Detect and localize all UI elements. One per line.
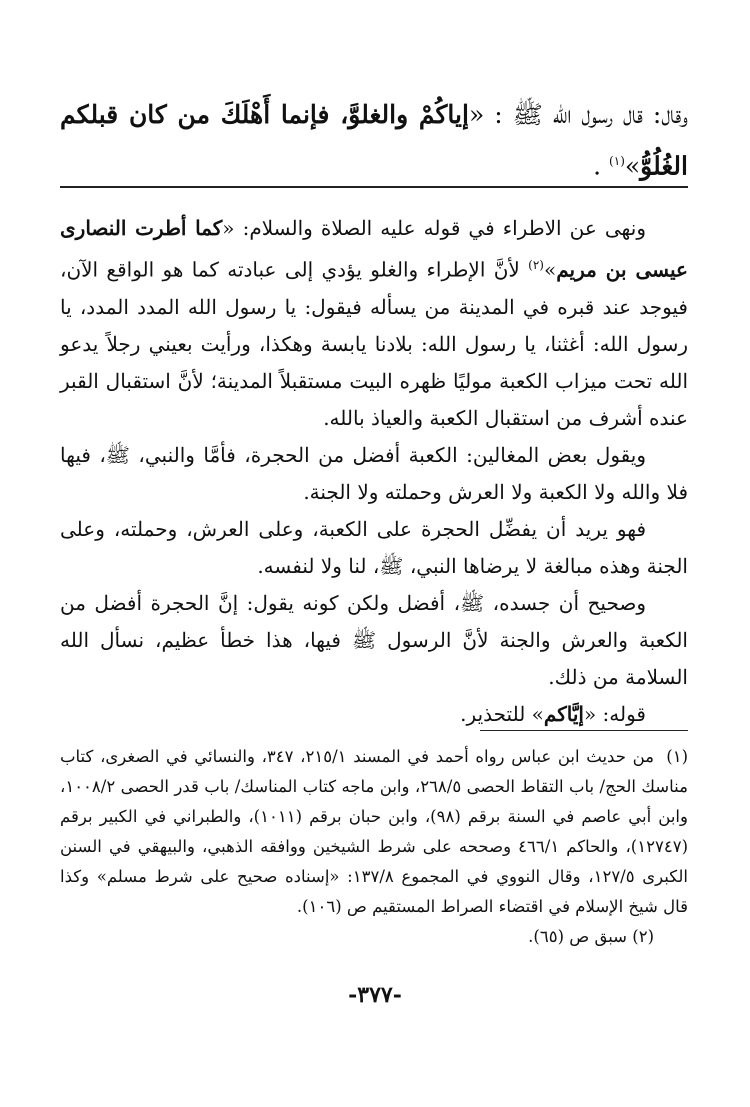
paragraph-5 [60, 696, 688, 733]
footnote-1 [60, 742, 688, 922]
hadith-intro: وقال: قال رسول الله ﷺ : « [468, 100, 688, 129]
hadith-close-quote: » [624, 151, 641, 181]
footnote-divider [480, 730, 688, 731]
hadith-text: إياكُمْ والغلوَّ، فإنما أَهْلَكَ من كان قبلكم الغُلُوُّ [60, 100, 688, 181]
hadith-end: . [593, 151, 610, 181]
hadith-quote [60, 92, 688, 189]
footnotes [60, 742, 688, 952]
p1-quote: كما أطرت النصارى عيسى بن مريم [60, 216, 688, 282]
p5-rest: » للتحذير. [460, 701, 544, 726]
paragraph-2: ويقول بعض المغالين: الكعبة أفضل من الحجرة، فأمَّا والنبي، ﷺ، فيها فلا والله ولا الكعبة ولا العرش وحملته ولا الجنة. [60, 442, 688, 504]
paragraph-1 [60, 210, 688, 437]
footnote-1-text: من حديث ابن عباس رواه أحمد في المسند ٢١٥/١، ٣٤٧، والنسائي في الصغرى، كتاب مناسك الحج/ باب التقاط الحصى ٢٦٨/٥، وابن ماجه كتاب المناسك/ باب قدر الحصى ١٠٠٨/٢، وابن أبي عاصم في السنة برقم (٩٨)، وابن حبان برقم (١٠١١)، والطبراني في الكبير برقم (١٢٧٤٧)، والحاكم ٤٦٦/١ وصححه على شرط الشيخين ووافقه الذهبي، والبيهقي في السنن الكبرى ١٢٧/٥، وقال النووي في المجموع ١٣٧/٨: «إسناده صحيح على شرط مسلم» وكذا قال شيخ الإسلام في اقتضاء الصراط المستقيم ص (١٠٦). [60, 747, 688, 916]
page-number: -٣٧٧- [348, 982, 402, 1008]
footnote-1-number: (١) [666, 747, 688, 766]
p1-intro: ونهى عن الاطراء في قوله عليه الصلاة والسلام: « [222, 216, 646, 240]
footnote-ref-1: (١) [609, 154, 625, 168]
commentary-body [60, 210, 688, 733]
paragraph-3: فهو يريد أن يفضِّل الحجرة على الكعبة، وعلى العرش، وحملته، وعلى الجنة وهذه مبالغة لا يرضاها النبي، ﷺ، لنا ولا لنفسه. [60, 516, 688, 578]
p1-rest: لأنَّ الإطراء والغلو يؤدي إلى عبادته كما هو الواقع الآن، فيوجد عند قبره في المدينة من يسأله فيقول: يا رسول الله المدد المدد، يا رسول الله: أغثنا، يا رسول الله: بلادنا يابسة وهكذا، ورأيت بعيني رجلاً يدعو الله تحت ميزاب الكعبة موليًا ظهره البيت مستقبلاً المدينة؛ لأنَّ استقبال القبر عنده أشرف من استقبال الكعبة والعياذ بالله. [60, 257, 688, 430]
paragraph-4: وصحيح أن جسده، ﷺ، أفضل ولكن كونه يقول: إنَّ الحجرة أفضل من الكعبة والعرش والجنة لأنَّ الرسول ﷺ فيها، هذا خطأ عظيم، نسأل الله السلامة من ذلك. [60, 590, 688, 689]
footnote-ref-2: (٢) [528, 258, 544, 272]
footnote-2: (٢) سبق ص (٦٥). [528, 927, 654, 946]
divider-line [60, 186, 688, 188]
p1-close-quote: » [543, 257, 557, 282]
p5-intro: قوله: « [583, 701, 646, 726]
p5-word: إيَّاكم [543, 701, 584, 726]
